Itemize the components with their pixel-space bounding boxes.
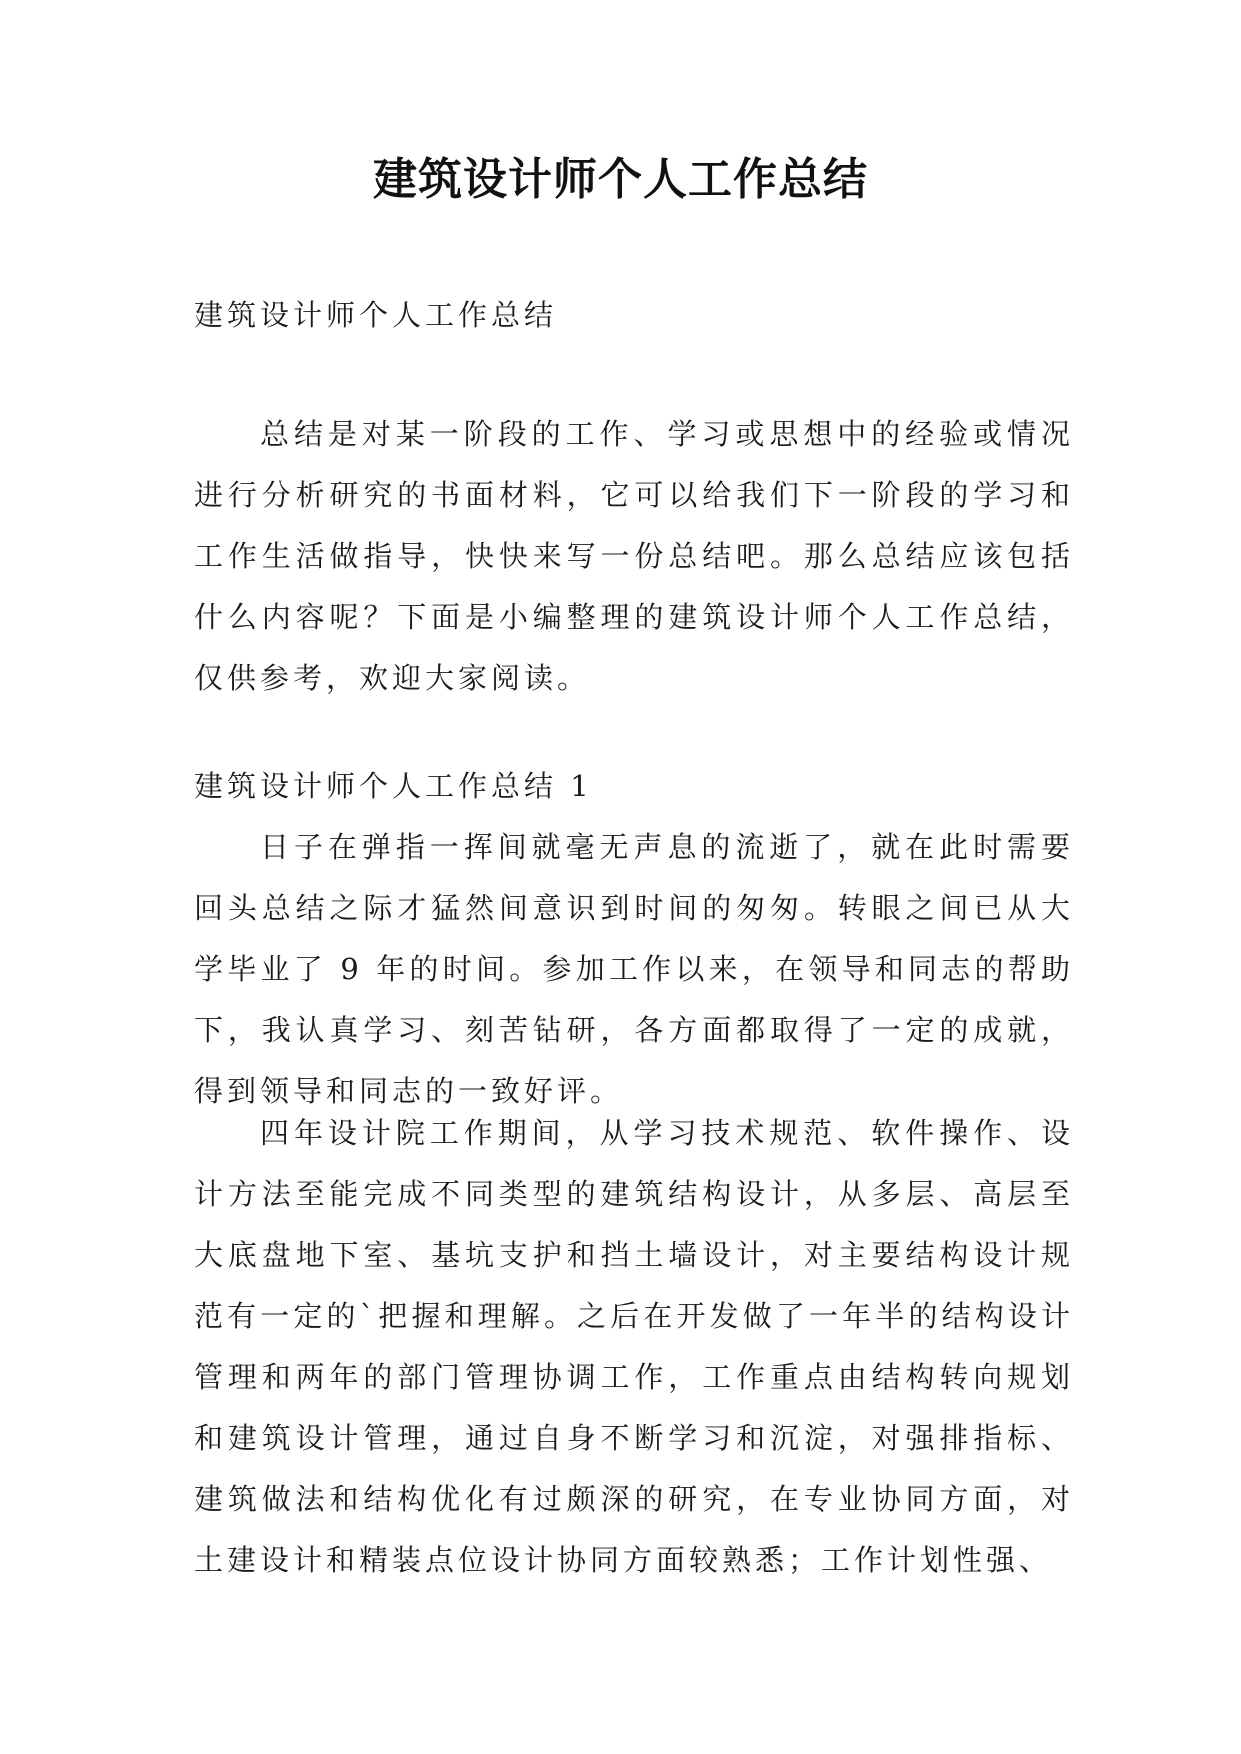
document-title: 建筑设计师个人工作总结 <box>373 154 868 205</box>
section-1-paragraph-1: 日子在弹指一挥间就毫无声息的流逝了，就在此时需要回头总结之际才猛然间意识到时间的匆匆。转眼之间已从大学毕业了 9 年的时间。参加工作以来，在领导和同志的帮助下，我认真学习、刻苦钻研，各方面都取得了一定的成就，得到领导和同志的一致好评。 <box>194 830 1074 1108</box>
document-subtitle: 建筑设计师个人工作总结 <box>194 298 558 332</box>
section-1-heading: 建筑设计师个人工作总结 1 <box>194 769 593 803</box>
section-1-paragraph-2: 四年设计院工作期间，从学习技术规范、软件操作、设计方法至能完成不同类型的建筑结构设计，从多层、高层至大底盘地下室、基坑支护和挡土墙设计，对主要结构设计规范有一定的`把握和理解。之后在开发做了一年半的结构设计管理和两年的部门管理协调工作，工作重点由结构转向规划和建筑设计管理，通过自身不断学习和沉淀，对强排指标、建筑做法和结构优化有过颇深的研究，在专业协同方面，对土建设计和精装点位设计协同方面较熟悉；工作计划性强、 <box>194 1116 1074 1577</box>
intro-paragraph: 总结是对某一阶段的工作、学习或思想中的经验或情况进行分析研究的书面材料，它可以给我们下一阶段的学习和工作生活做指导，快快来写一份总结吧。那么总结应该包括什么内容呢？下面是小编整理的建筑设计师个人工作总结，仅供参考，欢迎大家阅读。 <box>194 417 1074 695</box>
